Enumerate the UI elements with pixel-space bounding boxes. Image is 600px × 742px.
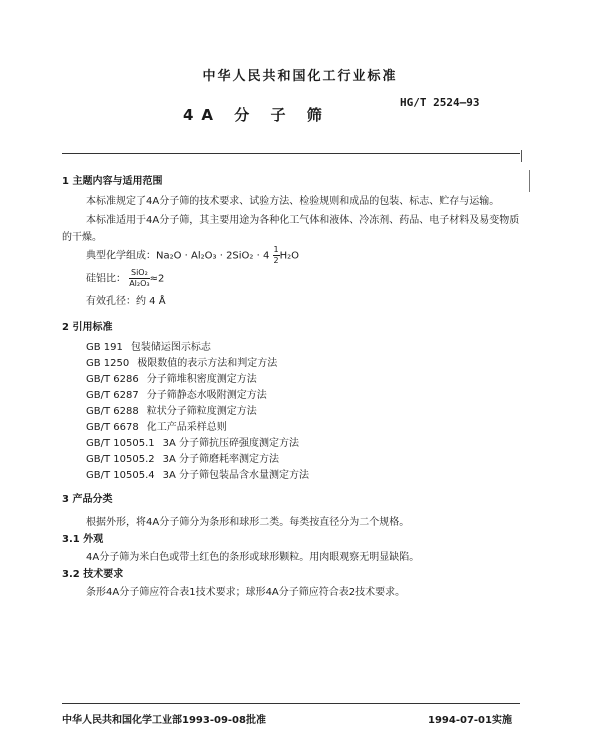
reference-code: GB/T 6678 — [86, 422, 139, 433]
chemical-formula — [86, 245, 299, 266]
reference-name: 分子筛堆积密度测定方法 — [146, 374, 257, 385]
reference-name: 3A 分子筛抗压碎强度测定方法 — [162, 438, 300, 449]
reference-name: 粒状分子筛粒度测定方法 — [146, 406, 257, 417]
margin-mark — [521, 150, 522, 162]
section-3-1-text: 4A分子筛为米白色或带土红色的条形或球形颗粒。用肉眼观察无明显缺陷。 — [86, 552, 420, 563]
formula-label: 典型化学组成： — [86, 250, 156, 262]
reference-item — [86, 386, 267, 401]
reference-code: GB/T 6286 — [86, 374, 139, 385]
section-1-paragraph-2: 本标准适用于4A分子筛，其主要用途为各种化工气体和液体、冷冻剂、药品、电子材料及易变物质 — [86, 215, 520, 226]
ratio-fraction — [129, 268, 149, 289]
reference-name: 极限数值的表示方法和判定方法 — [137, 358, 278, 369]
section-3-2-heading: 3.2 技术要求 — [62, 569, 124, 580]
section-3-paragraph: 根据外形，将4A分子筛分为条形和球形二类。每类按直径分为二个规格。 — [86, 517, 410, 528]
reference-item — [86, 434, 299, 449]
section-1-heading: 1 主题内容与适用范围 — [62, 176, 163, 187]
ratio-label: 硅铝比： — [86, 273, 126, 285]
document-title: 4A 分 子 筛 — [183, 106, 330, 124]
issuing-body: 中华人民共和国化工行业标准 — [202, 69, 398, 84]
approval-line: 中华人民共和国化学工业部1993-09-08批准 — [62, 715, 266, 726]
reference-name: 分子筛静态水吸附测定方法 — [146, 390, 267, 401]
effective-date: 1994-07-01实施 — [428, 715, 512, 726]
section-3-heading: 3 产品分类 — [62, 494, 113, 505]
section-1-paragraph-2-cont: 的干燥。 — [62, 232, 102, 243]
formula-fraction-den: 2 — [273, 256, 279, 265]
reference-code: GB 191 — [86, 342, 123, 353]
reference-item — [86, 402, 257, 417]
ratio-value: ≈2 — [149, 273, 165, 285]
reference-code: GB/T 10505.1 — [86, 438, 155, 449]
reference-code: GB/T 10505.4 — [86, 470, 155, 481]
reference-code: GB/T 6287 — [86, 390, 139, 401]
reference-item — [86, 450, 279, 465]
reference-item — [86, 354, 277, 369]
ratio-den: Al₂O₃ — [129, 279, 150, 288]
ratio-num: SiO₂ — [130, 268, 148, 277]
margin-mark — [529, 170, 530, 192]
top-rule — [62, 153, 520, 154]
effective-pore-size: 有效孔径：约 4 Å — [86, 296, 166, 307]
formula-end: H₂O — [279, 250, 300, 262]
reference-code: GB/T 10505.2 — [86, 454, 155, 465]
formula-fraction — [273, 245, 280, 266]
section-2-heading: 2 引用标准 — [62, 322, 113, 333]
reference-item — [86, 418, 227, 433]
reference-name: 化工产品采样总则 — [146, 422, 227, 433]
reference-name: 3A 分子筛磨耗率测定方法 — [162, 454, 280, 465]
reference-item — [86, 370, 257, 385]
section-3-2-text: 条形4A分子筛应符合表1技术要求；球形4A分子筛应符合表2技术要求。 — [86, 587, 406, 598]
reference-code: GB 1250 — [86, 358, 130, 369]
formula-main: Na₂O · Al₂O₃ · 2SiO₂ · 4 — [156, 250, 270, 262]
section-1-paragraph-1: 本标准规定了4A分子筛的技术要求、试验方法、检验规则和成品的包装、标志、贮存与运输。 — [86, 196, 500, 207]
reference-name: 3A 分子筛包装品含水量测定方法 — [162, 470, 310, 481]
reference-name: 包装储运图示标志 — [130, 342, 211, 353]
reference-code: GB/T 6288 — [86, 406, 139, 417]
section-3-1-heading: 3.1 外观 — [62, 534, 104, 545]
standard-code: HG/T 2524—93 — [400, 96, 480, 109]
formula-fraction-num: 1 — [273, 245, 279, 254]
bottom-rule — [62, 703, 520, 704]
silica-alumina-ratio — [86, 268, 164, 289]
reference-item — [86, 338, 211, 353]
reference-item — [86, 466, 309, 481]
